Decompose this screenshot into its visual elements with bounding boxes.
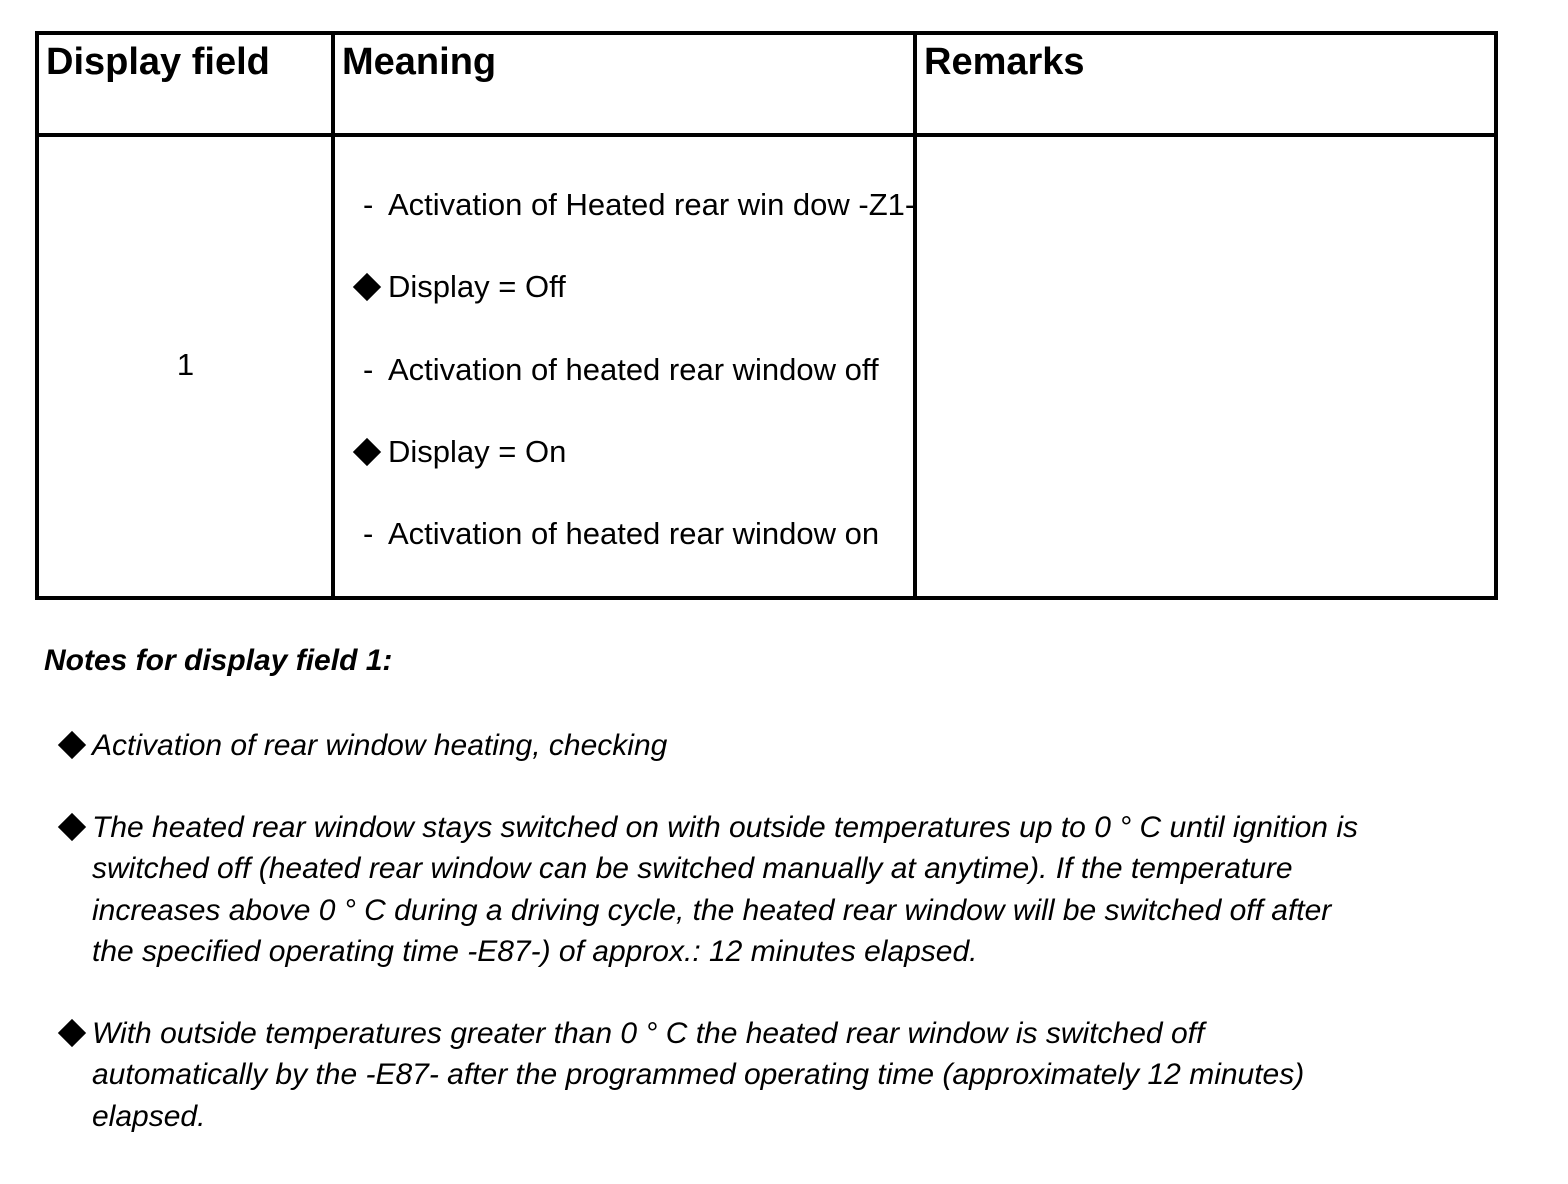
notes-title: Notes for display field 1: xyxy=(44,644,393,677)
list-item xyxy=(355,518,915,600)
dash-marker: - xyxy=(363,351,374,387)
note-text: With outside temperatures greater than 0 ° C the heated rear window is switched off automatically by the -E87- after the programmed operating time (approximately 12 minutes) elapsed. xyxy=(92,1016,1305,1133)
column-header-label: Remarks xyxy=(924,41,1085,83)
bullet-marker xyxy=(58,1013,92,1055)
list-item xyxy=(355,271,915,353)
meaning-text: Display = On xyxy=(388,433,567,469)
list-item xyxy=(355,351,915,436)
bullet-marker xyxy=(355,271,388,302)
note-text: Activation of rear window heating, checking xyxy=(92,729,668,762)
list-item xyxy=(58,1013,1358,1138)
dash-marker: - xyxy=(363,516,374,551)
diamond-bullet-icon xyxy=(58,812,86,840)
meaning-text: Display = Off xyxy=(388,269,566,305)
display-field-cell xyxy=(37,135,333,598)
notes-list xyxy=(58,725,1358,1177)
column-header-meaning xyxy=(333,33,915,135)
display-field-table xyxy=(35,31,1498,600)
note-text: The heated rear window stays switched on with outside temperatures up to 0 ° C until ignition is switched off (heated rear window can be switched manually at anytime). If the temperature increases above 0 ° C during a driving cycle, the heated rear window will be switched off after the specified operating time -E87-) of approx.: 12 minutes elapsed. xyxy=(92,810,1358,968)
bullet-marker xyxy=(58,725,92,767)
meaning-cell xyxy=(333,135,915,598)
dash-marker: - xyxy=(363,187,374,222)
table-header-row xyxy=(37,33,1496,135)
bullet-marker xyxy=(355,436,388,467)
meaning-text: Activation of heated rear window on xyxy=(388,516,880,551)
column-header-label: Meaning xyxy=(342,41,497,83)
column-header-label: Display field xyxy=(46,41,270,83)
meaning-text: Activation of Heated rear win dow -Z1- xyxy=(388,187,916,222)
diamond-bullet-icon xyxy=(353,438,381,466)
meaning-text: Activation of heated rear window off xyxy=(388,351,879,387)
diamond-bullet-icon xyxy=(58,731,86,759)
meaning-list xyxy=(355,189,915,600)
diamond-bullet-icon xyxy=(353,273,381,301)
table-row xyxy=(37,135,1496,598)
remarks-cell xyxy=(915,135,1496,598)
display-field-value: 1 xyxy=(176,346,195,382)
list-item xyxy=(58,725,1358,767)
diamond-bullet-icon xyxy=(58,1018,86,1046)
list-item xyxy=(355,433,915,518)
column-header-display-field xyxy=(37,33,333,135)
bullet-marker xyxy=(58,807,92,849)
list-item xyxy=(355,189,915,271)
list-item xyxy=(58,807,1358,973)
column-header-remarks xyxy=(915,33,1496,135)
